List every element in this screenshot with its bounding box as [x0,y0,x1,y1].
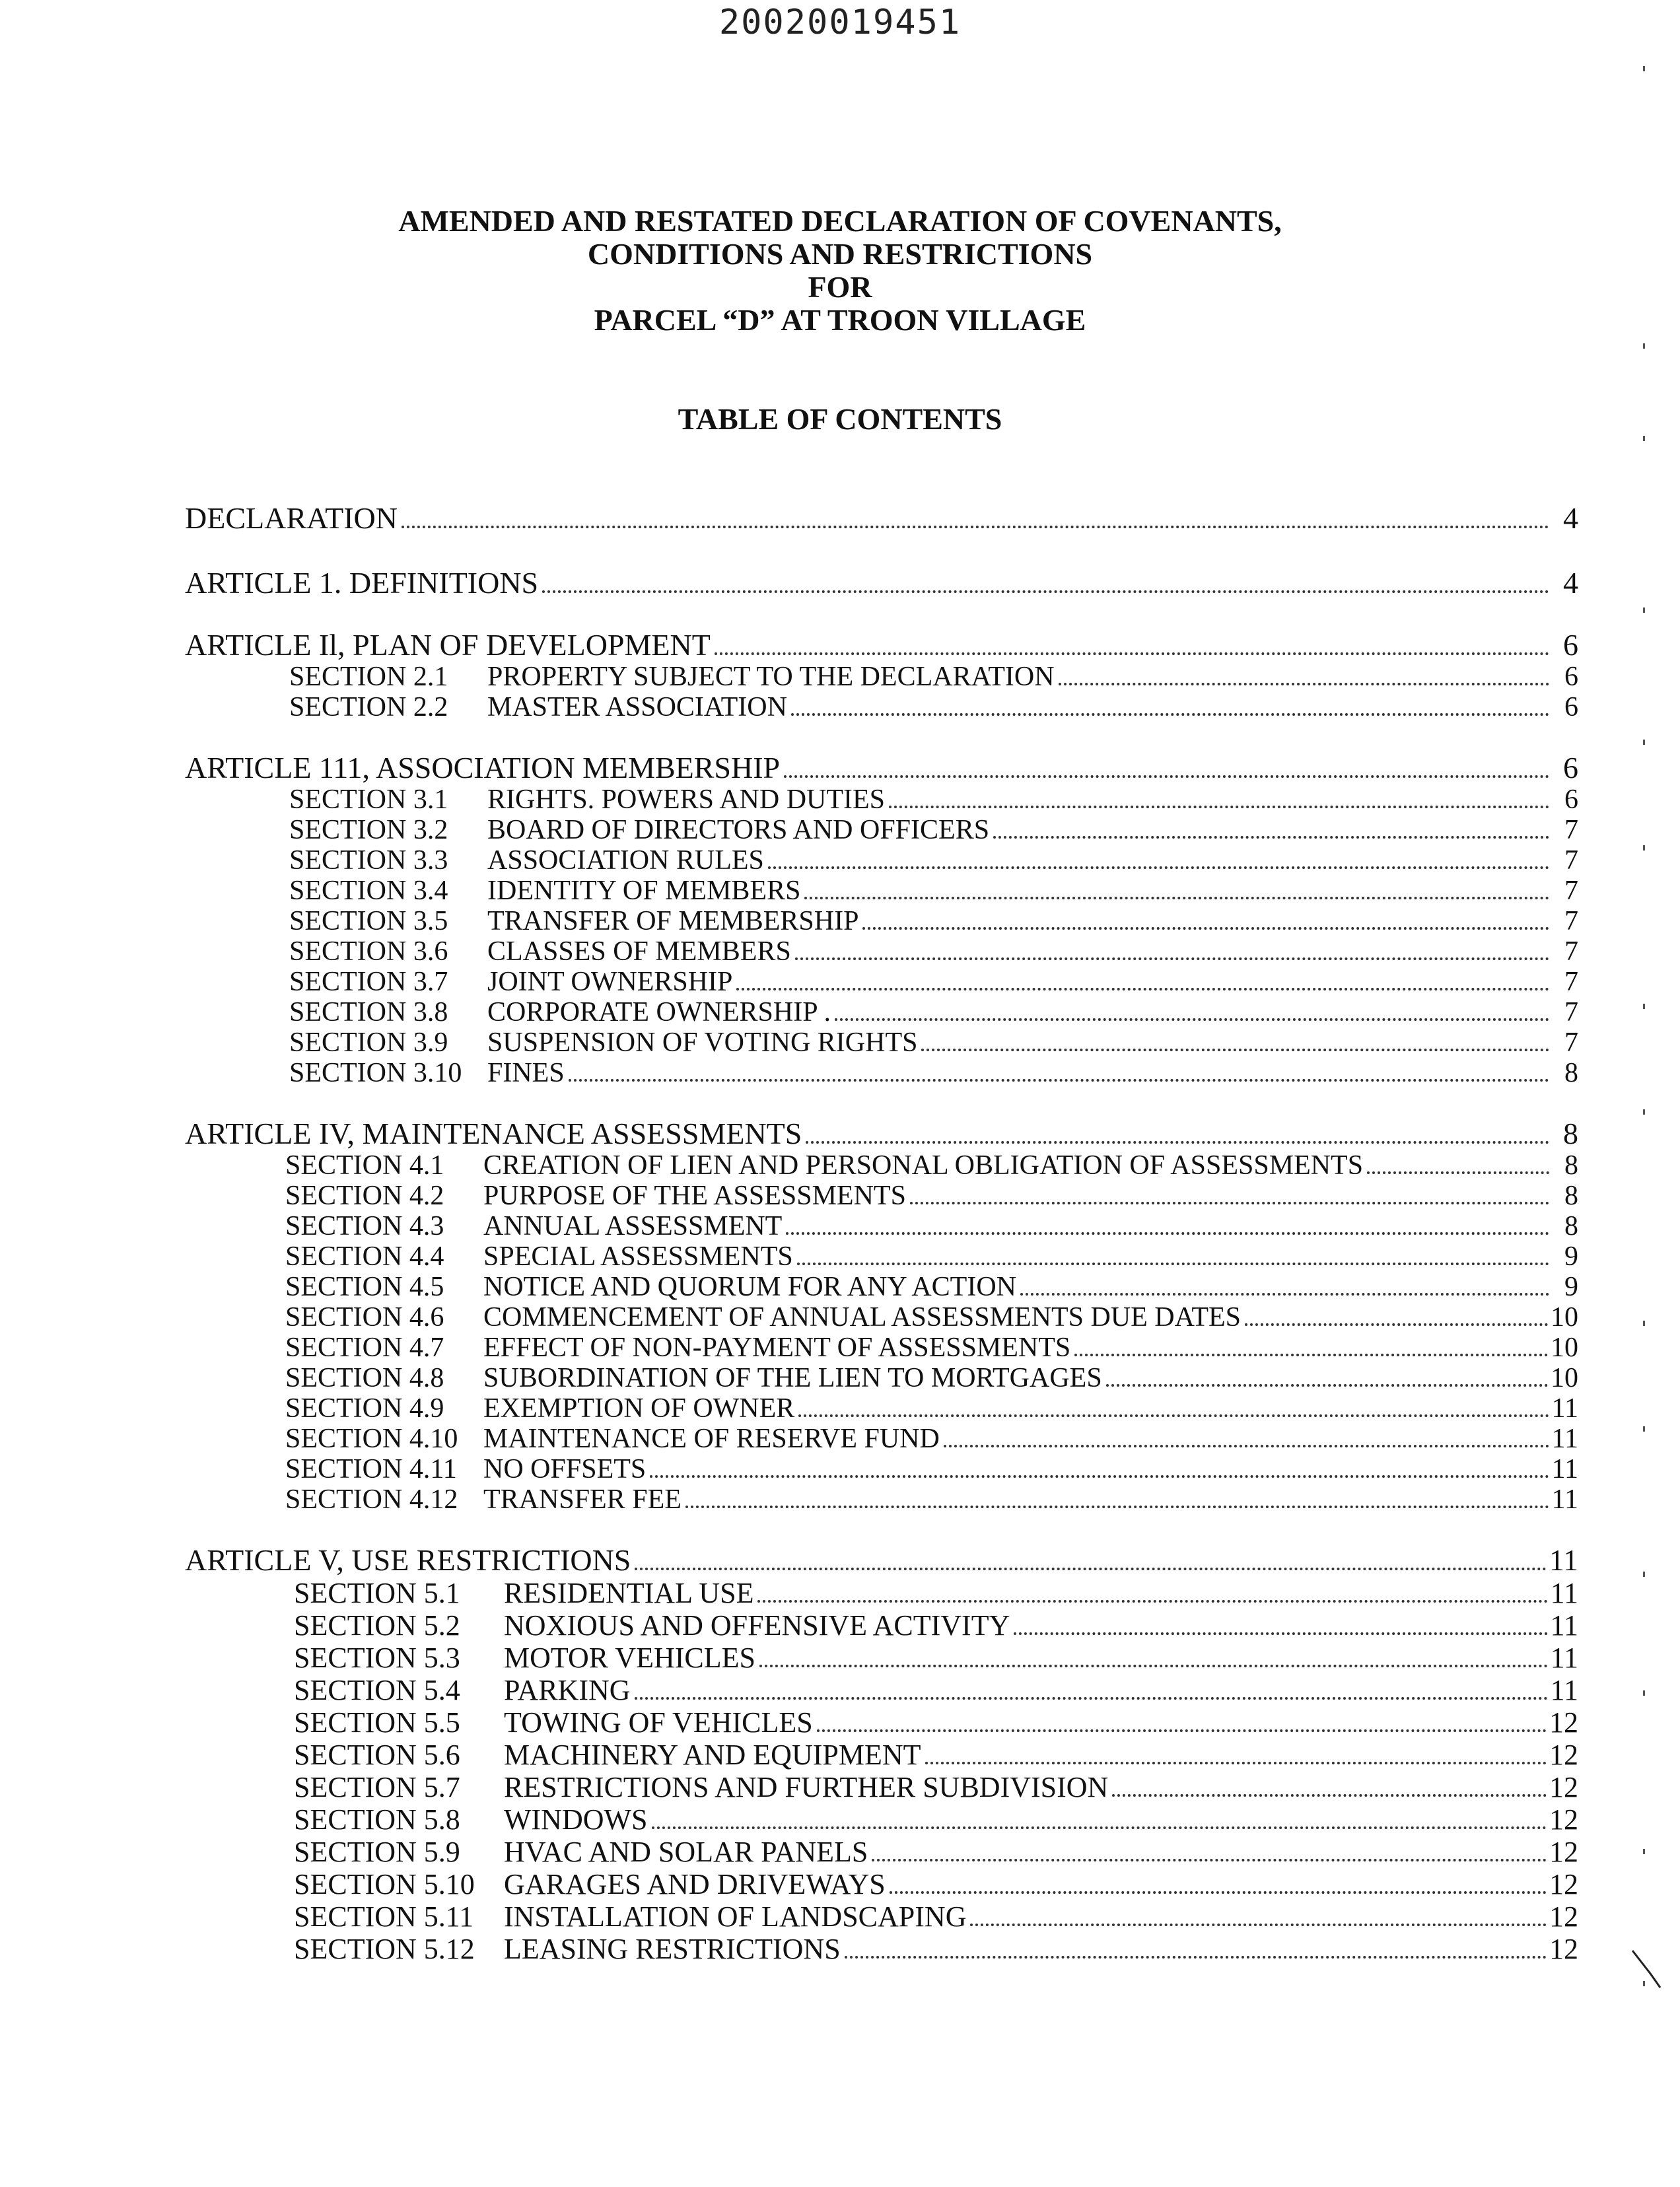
toc-page-number: 8 [1564,1058,1578,1088]
toc-section-title: PURPOSE OF THE ASSESSMENTS [483,1181,906,1211]
toc-page-number: 7 [1564,876,1578,906]
dot-leader [797,1263,1549,1265]
dot-leader [635,1697,1548,1700]
toc-section-row [185,1241,1578,1272]
toc-section-title: GARAGES AND DRIVEWAYS [504,1868,886,1900]
toc-page-number: 6 [1563,751,1578,784]
toc-page-number: 12 [1549,1900,1578,1933]
toc-page-number: 11 [1551,1484,1578,1515]
toc-section-row [185,845,1578,876]
toc-section-number: SECTION 4.9 [285,1393,444,1424]
toc-section-number: SECTION 4.4 [285,1241,444,1272]
toc-page-number: 12 [1549,1868,1578,1900]
title-line: CONDITIONS AND RESTRICTIONS [587,237,1093,271]
toc-section-row [185,1706,1578,1739]
toc-page-number: 7 [1564,997,1578,1027]
toc-section-title: RESTRICTIONS AND FURTHER SUBDIVISION [504,1771,1109,1803]
toc-section-row [185,1302,1578,1333]
toc-page-number: 11 [1551,1454,1578,1484]
dot-leader [759,1665,1548,1667]
toc-section-number: SECTION 4.1 [285,1150,444,1181]
toc-section-number: SECTION 5.10 [294,1868,475,1900]
toc-group-article-5 [185,1544,1578,1965]
toc-section-row [185,967,1578,997]
toc-page-number: 12 [1549,1836,1578,1868]
toc-section-row [185,1836,1578,1868]
toc-page-number: 12 [1549,1933,1578,1965]
toc-section-title: FINES [487,1058,565,1088]
table-of-contents [185,502,1578,1965]
toc-section-row [185,1674,1578,1706]
toc-page-number: 4 [1563,501,1578,535]
toc-entry-label: DECLARATION [185,501,398,535]
toc-section-number: SECTION 5.4 [294,1674,460,1706]
toc-group-article-3 [185,751,1578,1088]
dot-leader [806,1141,1549,1144]
dot-leader [970,1924,1547,1926]
toc-section-title: NOTICE AND QUORUM FOR ANY ACTION [483,1272,1016,1302]
dot-leader [862,927,1549,930]
toc-section-row [185,1181,1578,1211]
dot-leader [1112,1794,1547,1797]
toc-section-row [185,1642,1578,1674]
toc-entry-label: ARTICLE 1. DEFINITIONS [185,566,539,600]
toc-section-title: CREATION OF LIEN AND PERSONAL OBLIGATION OF ASSESSMENTS [483,1150,1364,1181]
toc-section-number: SECTION 4.11 [285,1454,457,1484]
toc-section-number: SECTION 5.2 [294,1609,460,1642]
toc-section-number: SECTION 4.3 [285,1211,444,1241]
dot-leader [784,775,1549,778]
dot-leader [835,1018,1549,1021]
toc-page-number: 9 [1564,1272,1578,1302]
toc-page-number: 10 [1551,1333,1578,1363]
toc-page-number: 8 [1564,1211,1578,1241]
toc-page-number: 10 [1551,1302,1578,1333]
toc-section-number: SECTION 3.9 [289,1027,448,1058]
toc-section-row [185,1333,1578,1363]
toc-section-number: SECTION 3.1 [289,784,448,815]
toc-section-title: MOTOR VEHICLES [504,1642,755,1674]
toc-section-title: CLASSES OF MEMBERS [487,936,791,967]
toc-section-row [185,1424,1578,1454]
dot-leader [685,1506,1549,1508]
toc-page-number: 7 [1564,936,1578,967]
toc-group-article-2 [185,629,1578,722]
toc-page-number: 4 [1563,566,1578,600]
toc-section-number: SECTION 3.7 [289,967,448,997]
toc-page-number: 12 [1549,1739,1578,1771]
toc-section-number: SECTION 5.6 [294,1739,460,1771]
toc-heading: TABLE OF CONTENTS [678,402,1002,436]
toc-section-number: SECTION 3.8 [289,997,448,1027]
toc-section-row [185,1363,1578,1393]
toc-section-number: SECTION 5.7 [294,1771,460,1803]
dot-leader [1074,1354,1548,1356]
toc-section-title: EXEMPTION OF OWNER [483,1393,795,1424]
toc-section-row [185,936,1578,967]
toc-section-row [185,1900,1578,1933]
dot-leader [791,713,1549,716]
toc-article-label: ARTICLE Il, PLAN OF DEVELOPMENT [185,628,711,662]
toc-section-row [185,1868,1578,1900]
toc-section-number: SECTION 4.12 [285,1484,458,1515]
toc-section-number: SECTION 4.6 [285,1302,444,1333]
toc-section-row [185,1027,1578,1058]
toc-page-number: 8 [1564,1150,1578,1181]
toc-section-row [185,1211,1578,1241]
toc-section-row [185,1771,1578,1803]
toc-section-number: SECTION 3.5 [289,906,448,936]
dot-leader [798,1414,1549,1417]
toc-page-number: 6 [1564,692,1578,722]
toc-section-number: SECTION 3.3 [289,845,448,876]
toc-section-row [185,1739,1578,1771]
dot-leader [542,590,1549,593]
toc-page-number: 12 [1549,1771,1578,1803]
toc-section-title: JOINT OWNERSHIP [487,967,733,997]
toc-section-title: COMMENCEMENT OF ANNUAL ASSESSMENTS DUE DATES [483,1302,1241,1333]
scan-edge-marks [1630,66,1656,2047]
toc-section-row [185,1150,1578,1181]
dot-leader [921,1049,1549,1051]
toc-section-title: NOXIOUS AND OFFENSIVE ACTIVITY [504,1609,1010,1642]
dot-leader [1014,1632,1547,1635]
dot-leader [993,836,1549,839]
dot-leader [1367,1171,1549,1174]
toc-section-number: SECTION 5.5 [294,1706,460,1739]
toc-section-title: LEASING RESTRICTIONS [504,1933,841,1965]
dot-leader [944,1445,1549,1447]
toc-entry-article-1 [185,567,1578,600]
toc-page-number: 6 [1564,662,1578,692]
document-title [0,205,1680,337]
toc-page-number: 12 [1549,1706,1578,1739]
toc-section-number: SECTION 2.2 [289,692,448,722]
toc-section-number: SECTION 4.5 [285,1272,444,1302]
dot-leader [890,1891,1547,1894]
dot-leader [1106,1384,1548,1387]
toc-section-title: BOARD OF DIRECTORS AND OFFICERS [487,815,990,845]
toc-page-number: 11 [1551,1424,1578,1454]
toc-page-number: 7 [1564,1027,1578,1058]
toc-section-title: MAINTENANCE OF RESERVE FUND [483,1424,940,1454]
toc-section-number: SECTION 5.11 [294,1900,474,1933]
toc-page-number: 7 [1564,906,1578,936]
toc-page-number: 8 [1564,1181,1578,1211]
toc-section-title: ANNUAL ASSESSMENT [483,1211,783,1241]
toc-section-number: SECTION 3.6 [289,936,448,967]
toc-section-title: WINDOWS [504,1803,648,1836]
toc-page-number: 6 [1564,784,1578,815]
toc-section-number: SECTION 3.4 [289,876,448,906]
toc-section-title: EFFECT OF NON-PAYMENT OF ASSESSMENTS [483,1333,1071,1363]
toc-section-title: MACHINERY AND EQUIPMENT [504,1739,921,1771]
dot-leader [872,1859,1547,1861]
dot-leader [736,988,1549,990]
toc-section-number: SECTION 3.2 [289,815,448,845]
dot-leader [795,957,1549,960]
toc-section-row [185,1577,1578,1609]
toc-section-number: SECTION 3.10 [289,1058,462,1088]
toc-page-number: 11 [1549,1543,1578,1577]
toc-section-row [185,1484,1578,1515]
toc-section-title: NO OFFSETS [483,1454,647,1484]
toc-article-label: ARTICLE V, USE RESTRICTIONS [185,1543,631,1577]
toc-article-label: ARTICLE 111, ASSOCIATION MEMBERSHIP [185,751,781,784]
toc-page-number: 11 [1550,1642,1578,1674]
toc-section-number: SECTION 5.12 [294,1933,475,1965]
dot-leader [845,1956,1547,1959]
toc-section-title: HVAC AND SOLAR PANELS [504,1836,868,1868]
toc-section-row [185,876,1578,906]
dot-leader [925,1762,1547,1764]
toc-page-number: 11 [1551,1393,1578,1424]
toc-section-number: SECTION 5.8 [294,1803,460,1836]
toc-section-row [185,1393,1578,1424]
toc-page-number: 7 [1564,967,1578,997]
dot-leader [804,897,1549,899]
toc-page-number: 7 [1564,815,1578,845]
toc-group-article-4 [185,1117,1578,1515]
toc-section-number: SECTION 4.7 [285,1333,444,1363]
toc-section-row [185,815,1578,845]
dot-leader [635,1568,1546,1570]
toc-section-row [185,1454,1578,1484]
title-line: FOR [808,270,872,304]
dot-leader [1245,1323,1548,1326]
toc-section-title: TOWING OF VEHICLES [504,1706,813,1739]
dot-leader [715,652,1549,655]
toc-section-row [185,906,1578,936]
dot-leader [650,1475,1549,1478]
toc-page-number: 11 [1550,1609,1578,1642]
dot-leader [817,1729,1547,1732]
toc-section-row [185,662,1578,692]
dot-leader [652,1826,1547,1829]
dot-leader [910,1202,1549,1204]
toc-section-number: SECTION 4.8 [285,1363,444,1393]
dot-leader [889,806,1549,808]
dot-leader [786,1232,1549,1235]
toc-section-number: SECTION 5.9 [294,1836,460,1868]
toc-section-title: CORPORATE OWNERSHIP . [487,997,831,1027]
toc-page-number: 8 [1563,1117,1578,1150]
dot-leader [757,1600,1547,1603]
toc-section-number: SECTION 5.1 [294,1577,460,1609]
toc-page-number: 11 [1550,1577,1578,1609]
toc-section-number: SECTION 2.1 [289,662,448,692]
toc-section-title: IDENTITY OF MEMBERS [487,876,801,906]
toc-page-number: 11 [1550,1674,1578,1706]
toc-page-number: 6 [1563,628,1578,662]
dot-leader [402,526,1549,528]
toc-section-row [185,1933,1578,1965]
toc-page-number: 12 [1549,1803,1578,1836]
toc-section-title: TRANSFER OF MEMBERSHIP [487,906,859,936]
pen-mark-icon [1631,1948,1671,2007]
toc-section-number: SECTION 5.3 [294,1642,460,1674]
toc-section-title: ASSOCIATION RULES [487,845,764,876]
toc-section-number: SECTION 4.2 [285,1181,444,1211]
toc-section-title: RIGHTS. POWERS AND DUTIES [487,784,886,815]
toc-section-row [185,1058,1578,1088]
dot-leader [1059,683,1549,685]
dot-leader [1020,1293,1549,1296]
toc-entry-declaration [185,502,1578,535]
title-line: PARCEL “D” AT TROON VILLAGE [594,303,1086,337]
title-line: AMENDED AND RESTATED DECLARATION OF COVENANTS, [398,204,1282,238]
toc-section-title: INSTALLATION OF LANDSCAPING [504,1900,967,1933]
toc-section-title: MASTER ASSOCIATION [487,692,787,722]
dot-leader [768,866,1549,869]
toc-section-number: SECTION 4.10 [285,1424,458,1454]
toc-section-row [185,1609,1578,1642]
dot-leader [569,1079,1549,1082]
toc-section-title: PROPERTY SUBJECT TO THE DECLARATION [487,662,1055,692]
toc-section-title: PARKING [504,1674,631,1706]
toc-section-title: RESIDENTIAL USE [504,1577,754,1609]
toc-page-number: 10 [1551,1363,1578,1393]
toc-section-row [185,1803,1578,1836]
toc-section-row [185,997,1578,1027]
toc-page-number: 7 [1564,845,1578,876]
toc-section-title: SPECIAL ASSESSMENTS [483,1241,793,1272]
toc-section-row [185,784,1578,815]
toc-section-title: SUBORDINATION OF THE LIEN TO MORTGAGES [483,1363,1102,1393]
toc-section-row [185,1272,1578,1302]
toc-article-label: ARTICLE IV, MAINTENANCE ASSESSMENTS [185,1117,802,1150]
document-number: 20020019451 [718,3,962,42]
toc-section-title: TRANSFER FEE [483,1484,682,1515]
toc-section-row [185,692,1578,722]
toc-section-title: SUSPENSION OF VOTING RIGHTS [487,1027,918,1058]
toc-page-number: 9 [1564,1241,1578,1272]
